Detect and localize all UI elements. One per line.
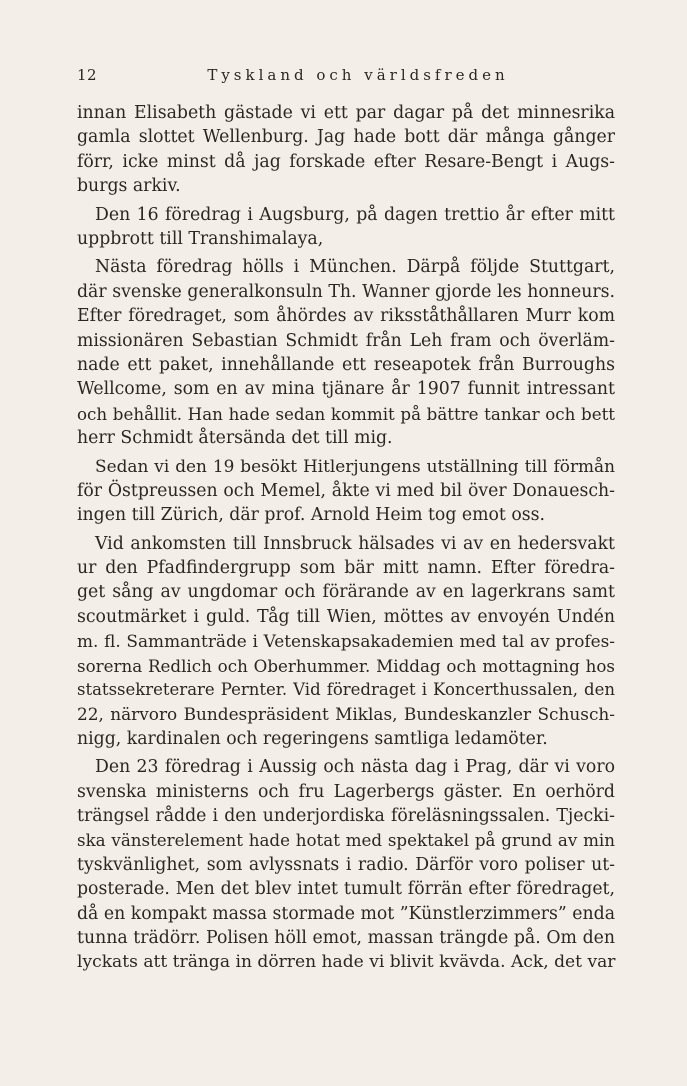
- text-line: Nästa föredrag hölls i München. Därpå följde Stuttgart,: [95, 257, 615, 278]
- text-line: förr, icke minst då jag forskade efter Resare-Bengt i Augs-: [77, 151, 615, 172]
- text-line: burgs arkiv.: [77, 176, 181, 197]
- text-line: nade ett paket, innehållande ett reseapotek från Burroughs: [77, 354, 615, 375]
- text-line: svenska ministerns och fru Lagerbergs gäster. En oerhörd: [77, 781, 615, 802]
- text-line: Efter föredraget, som åhördes av riksståthållaren Murr kom: [77, 306, 615, 327]
- text-line: herr Schmidt återsända det till mig.: [77, 428, 393, 449]
- text-line: m. fl. Sammanträde i Vetenskapsakademien med tal av profes-: [77, 631, 615, 652]
- text-line: Den 23 föredrag i Aussig och nästa dag i Prag, där vi voro: [95, 757, 615, 778]
- paragraph: [77, 532, 615, 752]
- text-line: statssekreterare Pernter. Vid föredraget i Koncerthussalen, den: [77, 679, 615, 699]
- text-line: där svenske generalkonsuln Th. Wanner gjorde les honneurs.: [77, 281, 615, 302]
- text-line: Den 16 föredrag i Augsburg, på dagen trettio år efter mitt: [95, 204, 615, 225]
- text-line: Vid ankomsten till Innsbruck hälsades vi av en hedersvakt: [95, 533, 615, 554]
- text-line: lyckats att tränga in dörren hade vi blivit kvävda. Ack, det var: [77, 952, 616, 973]
- text-line: get sång av ungdomar och förärande av en lagerkrans samt: [77, 582, 615, 603]
- text-line: missionären Sebastian Schmidt från Leh fram och överläm-: [77, 330, 615, 351]
- text-line: Sedan vi den 19 besökt Hitlerjungens utställning till förmån: [95, 456, 615, 477]
- text-line: Wellcome, som en av mina tjänare år 1907 funnit intressant: [77, 379, 615, 400]
- text-line: då en kompakt massa stormade mot ”Künstlerzimmers” enda: [77, 903, 615, 924]
- text-line: trängsel rådde i den underjordiska föreläsningssalen. Tjecki-: [77, 805, 615, 826]
- paragraph: [77, 101, 615, 199]
- page-number: 12: [77, 66, 98, 84]
- body-text: [77, 101, 615, 979]
- text-line: uppbrott till Transhimalaya,: [77, 228, 324, 249]
- paragraph: [77, 203, 615, 252]
- text-line: och behållit. Han hade sedan kommit på bättre tankar och bett: [77, 403, 615, 424]
- text-line: gamla slottet Wellenburg. Jag hade bott där många gånger: [77, 127, 615, 148]
- text-line: ur den Pfadfindergrupp som bär mitt namn. Efter föredra-: [77, 558, 615, 579]
- paragraph: [77, 255, 615, 450]
- paragraph: [77, 454, 615, 527]
- text-line: ska vänsterelement hade hotat med spektakel på grund av min: [77, 830, 615, 851]
- text-line: sorerna Redlich och Oberhummer. Middag och mottagning hos: [77, 655, 615, 676]
- text-line: scoutmärket i guld. Tåg till Wien, möttes av envoyén Undén: [77, 606, 615, 627]
- paragraph: [77, 755, 615, 975]
- text-line: för Östpreussen och Memel, åkte vi med bil över Donauesch-: [77, 480, 615, 501]
- text-line: innan Elisabeth gästade vi ett par dagar på det minnesrika: [77, 103, 615, 123]
- text-line: nigg, kardinalen och regeringens samtliga ledamöter.: [77, 728, 548, 749]
- text-line: ingen till Zürich, där prof. Arnold Heim tog emot oss.: [77, 505, 545, 526]
- text-line: posterade. Men det blev intet tumult förrän efter föredraget,: [77, 879, 615, 900]
- text-line: tunna trädörr. Polisen höll emot, massan trängde på. Om den: [77, 927, 615, 948]
- page-header: [77, 66, 615, 90]
- text-line: tyskvänlighet, som avlyssnats i radio. Därför voro poliser ut-: [77, 854, 615, 875]
- text-line: 22, närvoro Bundespräsident Miklas, Bundeskanzler Schusch-: [77, 704, 615, 725]
- running-title: Tyskland och världsfreden: [207, 66, 509, 84]
